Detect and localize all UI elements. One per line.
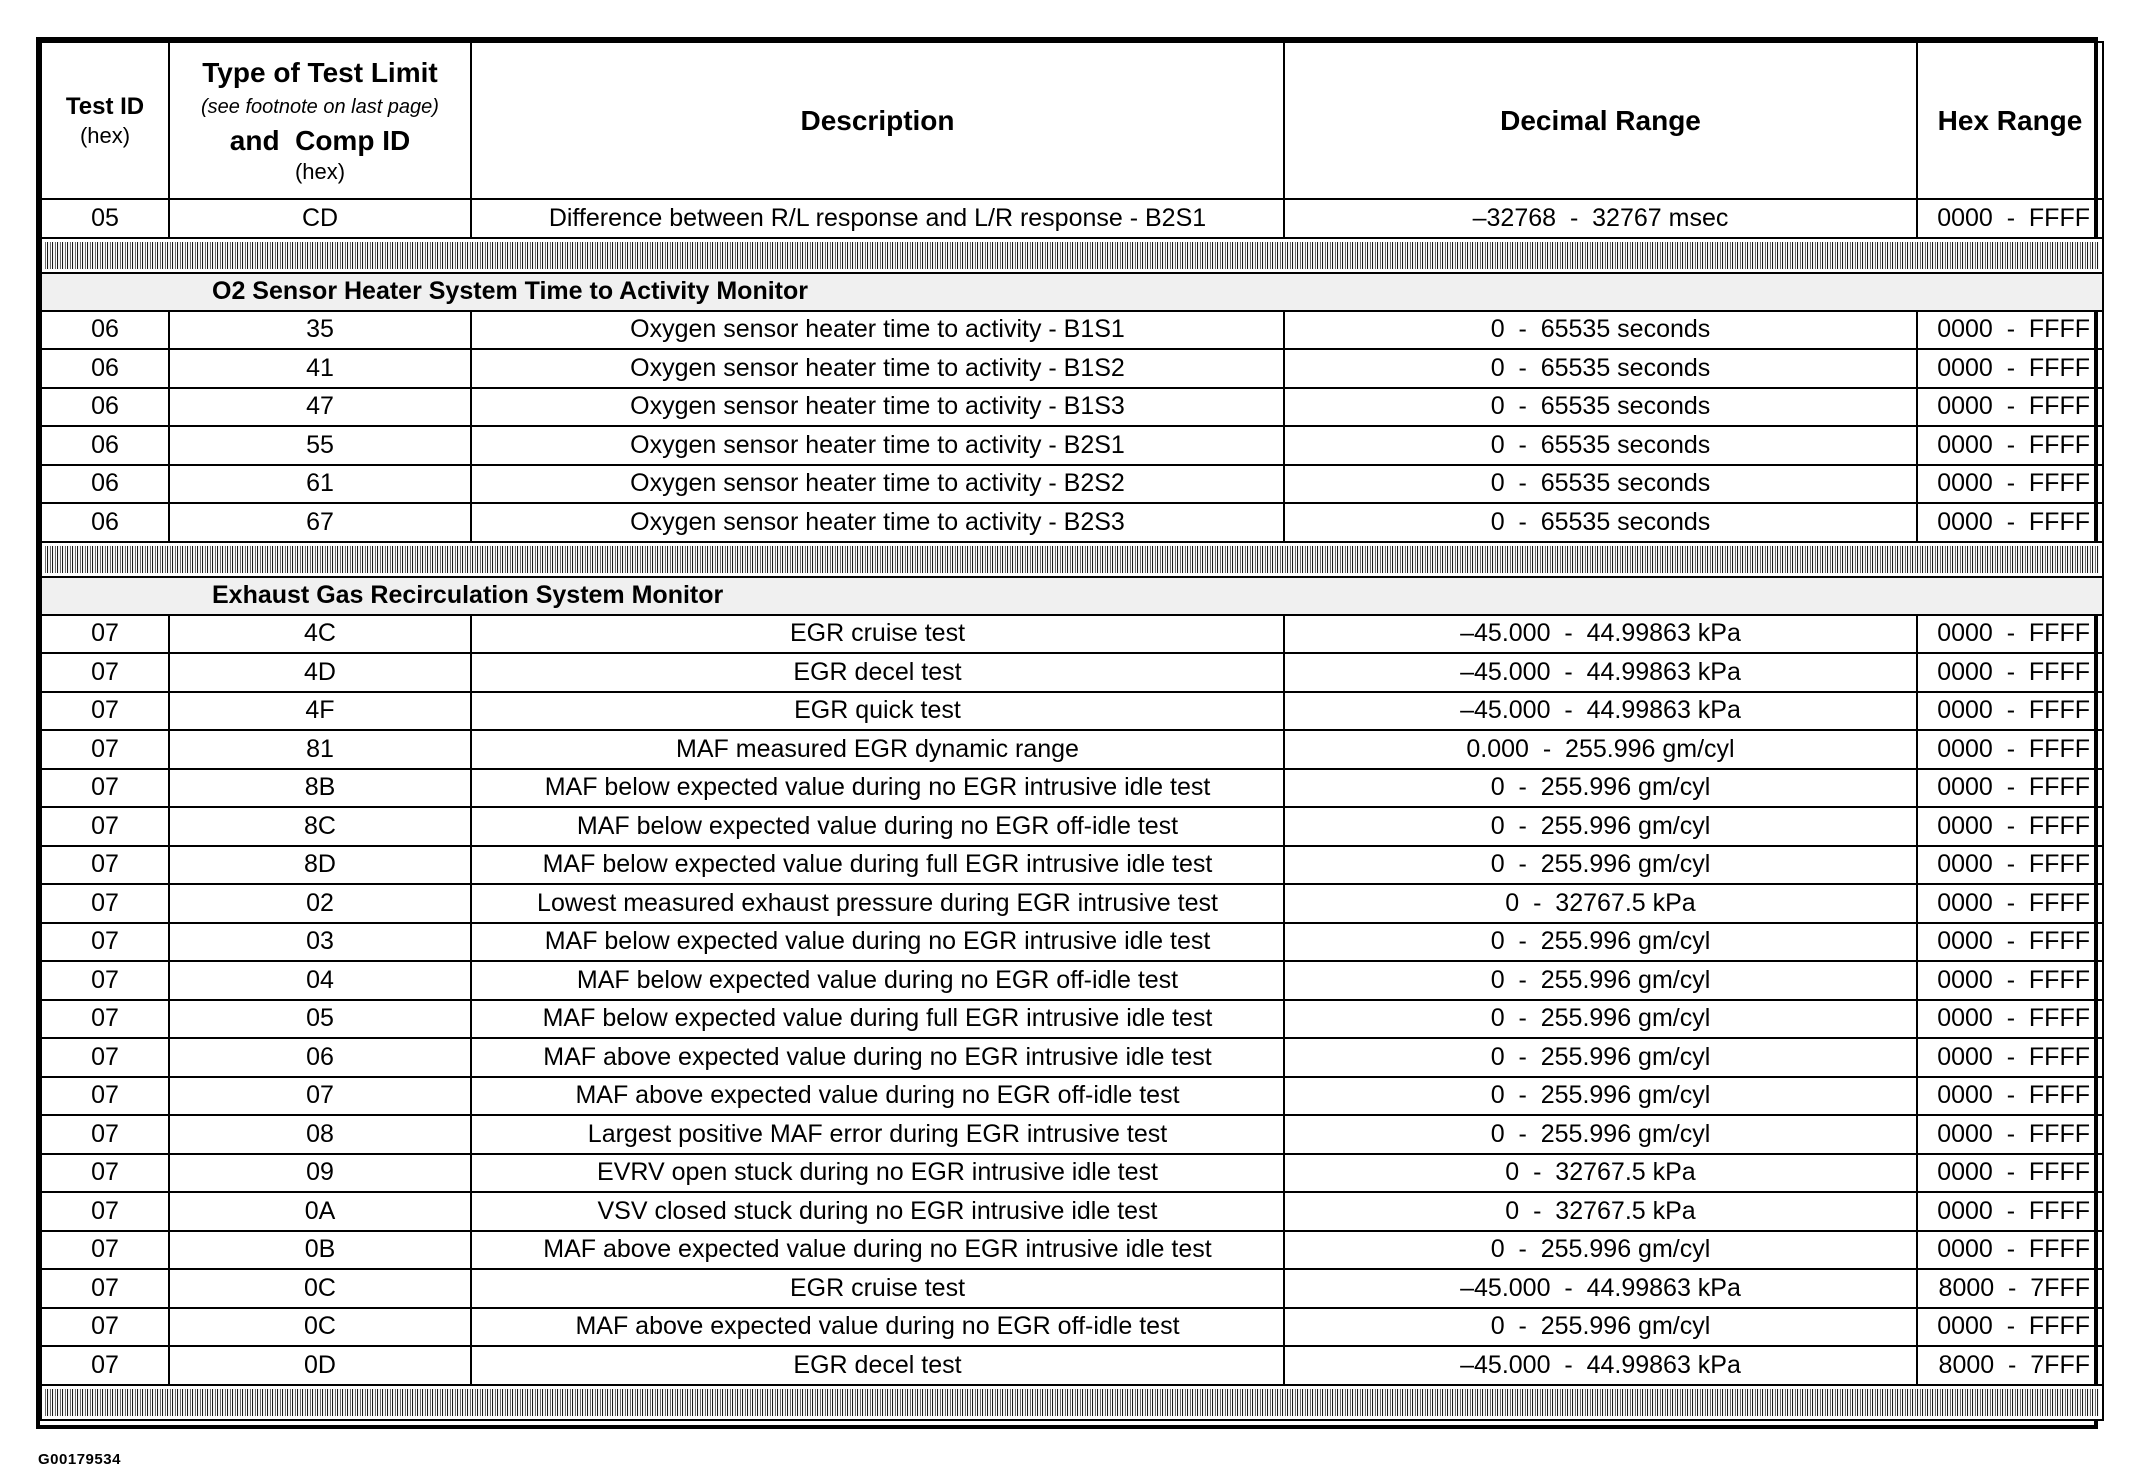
hex-range-cell: 0000 - FFFF bbox=[1917, 1192, 2103, 1231]
comp-id-cell: 61 bbox=[169, 465, 471, 504]
hex-range-cell: 0000 - FFFF bbox=[1917, 426, 2103, 465]
header-test-id-label: Test ID bbox=[65, 92, 145, 120]
description-cell: MAF above expected value during no EGR off-idle test bbox=[471, 1077, 1284, 1116]
table-body bbox=[41, 199, 2103, 1420]
decimal-range-cell: 0 - 255.996 gm/cyl bbox=[1284, 1308, 1917, 1347]
hex-range-cell: 0000 - FFFF bbox=[1917, 1000, 2103, 1039]
test-id-cell: 06 bbox=[41, 503, 169, 542]
comp-id-cell: 0C bbox=[169, 1269, 471, 1308]
test-id-cell: 07 bbox=[41, 692, 169, 731]
decimal-range-cell: 0.000 - 255.996 gm/cyl bbox=[1284, 730, 1917, 769]
test-id-cell: 07 bbox=[41, 923, 169, 962]
hex-range-cell: 0000 - FFFF bbox=[1917, 807, 2103, 846]
comp-id-cell: 81 bbox=[169, 730, 471, 769]
comp-id-cell: 02 bbox=[169, 884, 471, 923]
table-row bbox=[41, 923, 2103, 962]
description-cell: Oxygen sensor heater time to activity - B1S3 bbox=[471, 388, 1284, 427]
comp-id-cell: 8B bbox=[169, 769, 471, 808]
decimal-range-cell: 0 - 65535 seconds bbox=[1284, 465, 1917, 504]
decimal-range-cell: 0 - 255.996 gm/cyl bbox=[1284, 1077, 1917, 1116]
header-type-note: (see footnote on last page) bbox=[201, 95, 439, 118]
figure-id: G00179534 bbox=[38, 1451, 121, 1468]
hex-range-cell: 0000 - FFFF bbox=[1917, 1154, 2103, 1193]
section-heading: O2 Sensor Heater System Time to Activity Monitor bbox=[41, 273, 2103, 311]
header-test-id-sub: (hex) bbox=[79, 122, 131, 148]
description-cell: MAF above expected value during no EGR off-idle test bbox=[471, 1308, 1284, 1347]
table-row bbox=[41, 1269, 2103, 1308]
table-row bbox=[41, 1192, 2103, 1231]
test-id-cell: 07 bbox=[41, 884, 169, 923]
description-cell: Lowest measured exhaust pressure during EGR intrusive test bbox=[471, 884, 1284, 923]
description-cell: Oxygen sensor heater time to activity - B2S2 bbox=[471, 465, 1284, 504]
table-row bbox=[41, 388, 2103, 427]
decimal-range-cell: 0 - 255.996 gm/cyl bbox=[1284, 769, 1917, 808]
comp-id-cell: 05 bbox=[169, 1000, 471, 1039]
test-id-cell: 07 bbox=[41, 1192, 169, 1231]
hex-range-cell: 8000 - 7FFF bbox=[1917, 1346, 2103, 1385]
comp-id-cell: 47 bbox=[169, 388, 471, 427]
comp-id-cell: 41 bbox=[169, 349, 471, 388]
hatched-separator-row bbox=[41, 238, 2103, 273]
description-cell: MAF below expected value during no EGR off-idle test bbox=[471, 807, 1284, 846]
test-id-cell: 07 bbox=[41, 769, 169, 808]
test-id-cell: 07 bbox=[41, 1000, 169, 1039]
table-row bbox=[41, 465, 2103, 504]
test-id-cell: 07 bbox=[41, 1346, 169, 1385]
description-cell: MAF below expected value during no EGR off-idle test bbox=[471, 961, 1284, 1000]
test-id-cell: 07 bbox=[41, 1269, 169, 1308]
decimal-range-cell: 0 - 65535 seconds bbox=[1284, 503, 1917, 542]
comp-id-cell: 0B bbox=[169, 1231, 471, 1270]
hatched-separator bbox=[41, 238, 2103, 273]
test-id-cell: 07 bbox=[41, 846, 169, 885]
comp-id-cell: 03 bbox=[169, 923, 471, 962]
hex-range-cell: 0000 - FFFF bbox=[1917, 1077, 2103, 1116]
comp-id-cell: 4C bbox=[169, 615, 471, 654]
decimal-range-cell: 0 - 255.996 gm/cyl bbox=[1284, 807, 1917, 846]
table-row bbox=[41, 769, 2103, 808]
comp-id-cell: 0A bbox=[169, 1192, 471, 1231]
header-decimal-range-label: Decimal Range bbox=[1500, 104, 1701, 136]
table-row bbox=[41, 615, 2103, 654]
decimal-range-cell: 0 - 65535 seconds bbox=[1284, 426, 1917, 465]
test-id-cell: 07 bbox=[41, 1115, 169, 1154]
hex-range-cell: 0000 - FFFF bbox=[1917, 1115, 2103, 1154]
test-id-cell: 07 bbox=[41, 1038, 169, 1077]
section-heading-row bbox=[41, 273, 2103, 311]
hex-range-cell: 0000 - FFFF bbox=[1917, 884, 2103, 923]
decimal-range-cell: 0 - 255.996 gm/cyl bbox=[1284, 846, 1917, 885]
hex-range-cell: 0000 - FFFF bbox=[1917, 503, 2103, 542]
description-cell: MAF below expected value during full EGR intrusive idle test bbox=[471, 1000, 1284, 1039]
test-id-cell: 07 bbox=[41, 1077, 169, 1116]
table-row bbox=[41, 1346, 2103, 1385]
decimal-range-cell: –45.000 - 44.99863 kPa bbox=[1284, 1346, 1917, 1385]
test-id-cell: 07 bbox=[41, 1154, 169, 1193]
hex-range-cell: 0000 - FFFF bbox=[1917, 1231, 2103, 1270]
table-row bbox=[41, 807, 2103, 846]
decimal-range-cell: –32768 - 32767 msec bbox=[1284, 199, 1917, 238]
comp-id-cell: 4F bbox=[169, 692, 471, 731]
header-type-sub: (hex) bbox=[294, 158, 346, 184]
table-row bbox=[41, 846, 2103, 885]
decimal-range-cell: 0 - 65535 seconds bbox=[1284, 388, 1917, 427]
header-description bbox=[471, 42, 1284, 199]
description-cell: VSV closed stuck during no EGR intrusive idle test bbox=[471, 1192, 1284, 1231]
description-cell: Oxygen sensor heater time to activity - B1S1 bbox=[471, 311, 1284, 350]
test-id-cell: 07 bbox=[41, 961, 169, 1000]
description-cell: EGR cruise test bbox=[471, 1269, 1284, 1308]
decimal-range-cell: –45.000 - 44.99863 kPa bbox=[1284, 1269, 1917, 1308]
hex-range-cell: 0000 - FFFF bbox=[1917, 388, 2103, 427]
test-id-cell: 06 bbox=[41, 388, 169, 427]
hex-range-cell: 0000 - FFFF bbox=[1917, 1038, 2103, 1077]
description-cell: EGR decel test bbox=[471, 1346, 1284, 1385]
description-cell: MAF below expected value during no EGR intrusive idle test bbox=[471, 769, 1284, 808]
hatched-separator-row bbox=[41, 542, 2103, 577]
header-test-id bbox=[41, 42, 169, 199]
hex-range-cell: 0000 - FFFF bbox=[1917, 769, 2103, 808]
decimal-range-cell: 0 - 255.996 gm/cyl bbox=[1284, 923, 1917, 962]
hex-range-cell: 0000 - FFFF bbox=[1917, 199, 2103, 238]
comp-id-cell: 67 bbox=[169, 503, 471, 542]
hex-range-cell: 0000 - FFFF bbox=[1917, 692, 2103, 731]
comp-id-cell: 55 bbox=[169, 426, 471, 465]
decimal-range-cell: 0 - 65535 seconds bbox=[1284, 311, 1917, 350]
description-cell: MAF above expected value during no EGR intrusive idle test bbox=[471, 1038, 1284, 1077]
test-id-cell: 07 bbox=[41, 615, 169, 654]
test-id-cell: 07 bbox=[41, 1308, 169, 1347]
decimal-range-cell: 0 - 255.996 gm/cyl bbox=[1284, 961, 1917, 1000]
table-row bbox=[41, 692, 2103, 731]
table-row bbox=[41, 653, 2103, 692]
description-cell: MAF above expected value during no EGR intrusive idle test bbox=[471, 1231, 1284, 1270]
comp-id-cell: 4D bbox=[169, 653, 471, 692]
test-id-cell: 06 bbox=[41, 465, 169, 504]
table-row bbox=[41, 199, 2103, 238]
description-cell: EGR cruise test bbox=[471, 615, 1284, 654]
test-limit-table-sheet bbox=[36, 37, 2098, 1429]
decimal-range-cell: 0 - 255.996 gm/cyl bbox=[1284, 1115, 1917, 1154]
header-type-line1: Type of Test Limit bbox=[202, 56, 438, 88]
header-type-comp-id bbox=[169, 42, 471, 199]
comp-id-cell: 8C bbox=[169, 807, 471, 846]
test-id-cell: 07 bbox=[41, 730, 169, 769]
hatched-separator bbox=[41, 542, 2103, 577]
decimal-range-cell: –45.000 - 44.99863 kPa bbox=[1284, 653, 1917, 692]
test-id-cell: 05 bbox=[41, 199, 169, 238]
decimal-range-cell: –45.000 - 44.99863 kPa bbox=[1284, 692, 1917, 731]
comp-id-cell: 35 bbox=[169, 311, 471, 350]
header-hex-range-label: Hex Range bbox=[1937, 104, 2083, 136]
table-row bbox=[41, 1154, 2103, 1193]
comp-id-cell: 09 bbox=[169, 1154, 471, 1193]
table-row bbox=[41, 1115, 2103, 1154]
description-cell: Difference between R/L response and L/R response - B2S1 bbox=[471, 199, 1284, 238]
table-row bbox=[41, 961, 2103, 1000]
comp-id-cell: CD bbox=[169, 199, 471, 238]
test-id-cell: 06 bbox=[41, 349, 169, 388]
hex-range-cell: 0000 - FFFF bbox=[1917, 615, 2103, 654]
comp-id-cell: 8D bbox=[169, 846, 471, 885]
decimal-range-cell: 0 - 255.996 gm/cyl bbox=[1284, 1231, 1917, 1270]
table-row bbox=[41, 1077, 2103, 1116]
decimal-range-cell: 0 - 255.996 gm/cyl bbox=[1284, 1000, 1917, 1039]
decimal-range-cell: 0 - 32767.5 kPa bbox=[1284, 1154, 1917, 1193]
hex-range-cell: 0000 - FFFF bbox=[1917, 465, 2103, 504]
test-id-cell: 07 bbox=[41, 653, 169, 692]
hex-range-cell: 0000 - FFFF bbox=[1917, 311, 2103, 350]
decimal-range-cell: –45.000 - 44.99863 kPa bbox=[1284, 615, 1917, 654]
hex-range-cell: 0000 - FFFF bbox=[1917, 653, 2103, 692]
hex-range-cell: 0000 - FFFF bbox=[1917, 961, 2103, 1000]
table-row bbox=[41, 730, 2103, 769]
header-row bbox=[41, 42, 2103, 199]
section-heading-row bbox=[41, 577, 2103, 615]
section-heading: Exhaust Gas Recirculation System Monitor bbox=[41, 577, 2103, 615]
hex-range-cell: 0000 - FFFF bbox=[1917, 846, 2103, 885]
comp-id-cell: 0D bbox=[169, 1346, 471, 1385]
table-row bbox=[41, 1231, 2103, 1270]
hatched-separator-row bbox=[41, 1385, 2103, 1420]
hatched-separator bbox=[41, 1385, 2103, 1420]
table-row bbox=[41, 1038, 2103, 1077]
hex-range-cell: 0000 - FFFF bbox=[1917, 1308, 2103, 1347]
description-cell: Oxygen sensor heater time to activity - B1S2 bbox=[471, 349, 1284, 388]
description-cell: MAF below expected value during full EGR intrusive idle test bbox=[471, 846, 1284, 885]
description-cell: Largest positive MAF error during EGR intrusive test bbox=[471, 1115, 1284, 1154]
header-description-label: Description bbox=[800, 104, 955, 136]
comp-id-cell: 06 bbox=[169, 1038, 471, 1077]
table-row bbox=[41, 426, 2103, 465]
description-cell: Oxygen sensor heater time to activity - B2S3 bbox=[471, 503, 1284, 542]
description-cell: EVRV open stuck during no EGR intrusive idle test bbox=[471, 1154, 1284, 1193]
description-cell: MAF below expected value during no EGR intrusive idle test bbox=[471, 923, 1284, 962]
comp-id-cell: 04 bbox=[169, 961, 471, 1000]
test-id-cell: 07 bbox=[41, 807, 169, 846]
header-type-line2: and Comp ID bbox=[229, 124, 411, 156]
test-id-cell: 06 bbox=[41, 426, 169, 465]
test-id-cell: 07 bbox=[41, 1231, 169, 1270]
hex-range-cell: 0000 - FFFF bbox=[1917, 730, 2103, 769]
description-cell: MAF measured EGR dynamic range bbox=[471, 730, 1284, 769]
decimal-range-cell: 0 - 65535 seconds bbox=[1284, 349, 1917, 388]
comp-id-cell: 07 bbox=[169, 1077, 471, 1116]
comp-id-cell: 08 bbox=[169, 1115, 471, 1154]
comp-id-cell: 0C bbox=[169, 1308, 471, 1347]
header-hex-range bbox=[1917, 42, 2103, 199]
table-row bbox=[41, 349, 2103, 388]
hex-range-cell: 0000 - FFFF bbox=[1917, 349, 2103, 388]
hex-range-cell: 8000 - 7FFF bbox=[1917, 1269, 2103, 1308]
header-decimal-range bbox=[1284, 42, 1917, 199]
decimal-range-cell: 0 - 32767.5 kPa bbox=[1284, 1192, 1917, 1231]
description-cell: Oxygen sensor heater time to activity - B2S1 bbox=[471, 426, 1284, 465]
test-limit-table bbox=[40, 41, 2104, 1421]
table-row bbox=[41, 1000, 2103, 1039]
hex-range-cell: 0000 - FFFF bbox=[1917, 923, 2103, 962]
description-cell: EGR decel test bbox=[471, 653, 1284, 692]
description-cell: EGR quick test bbox=[471, 692, 1284, 731]
decimal-range-cell: 0 - 32767.5 kPa bbox=[1284, 884, 1917, 923]
table-row bbox=[41, 884, 2103, 923]
table-row bbox=[41, 503, 2103, 542]
table-row bbox=[41, 311, 2103, 350]
decimal-range-cell: 0 - 255.996 gm/cyl bbox=[1284, 1038, 1917, 1077]
test-id-cell: 06 bbox=[41, 311, 169, 350]
table-row bbox=[41, 1308, 2103, 1347]
